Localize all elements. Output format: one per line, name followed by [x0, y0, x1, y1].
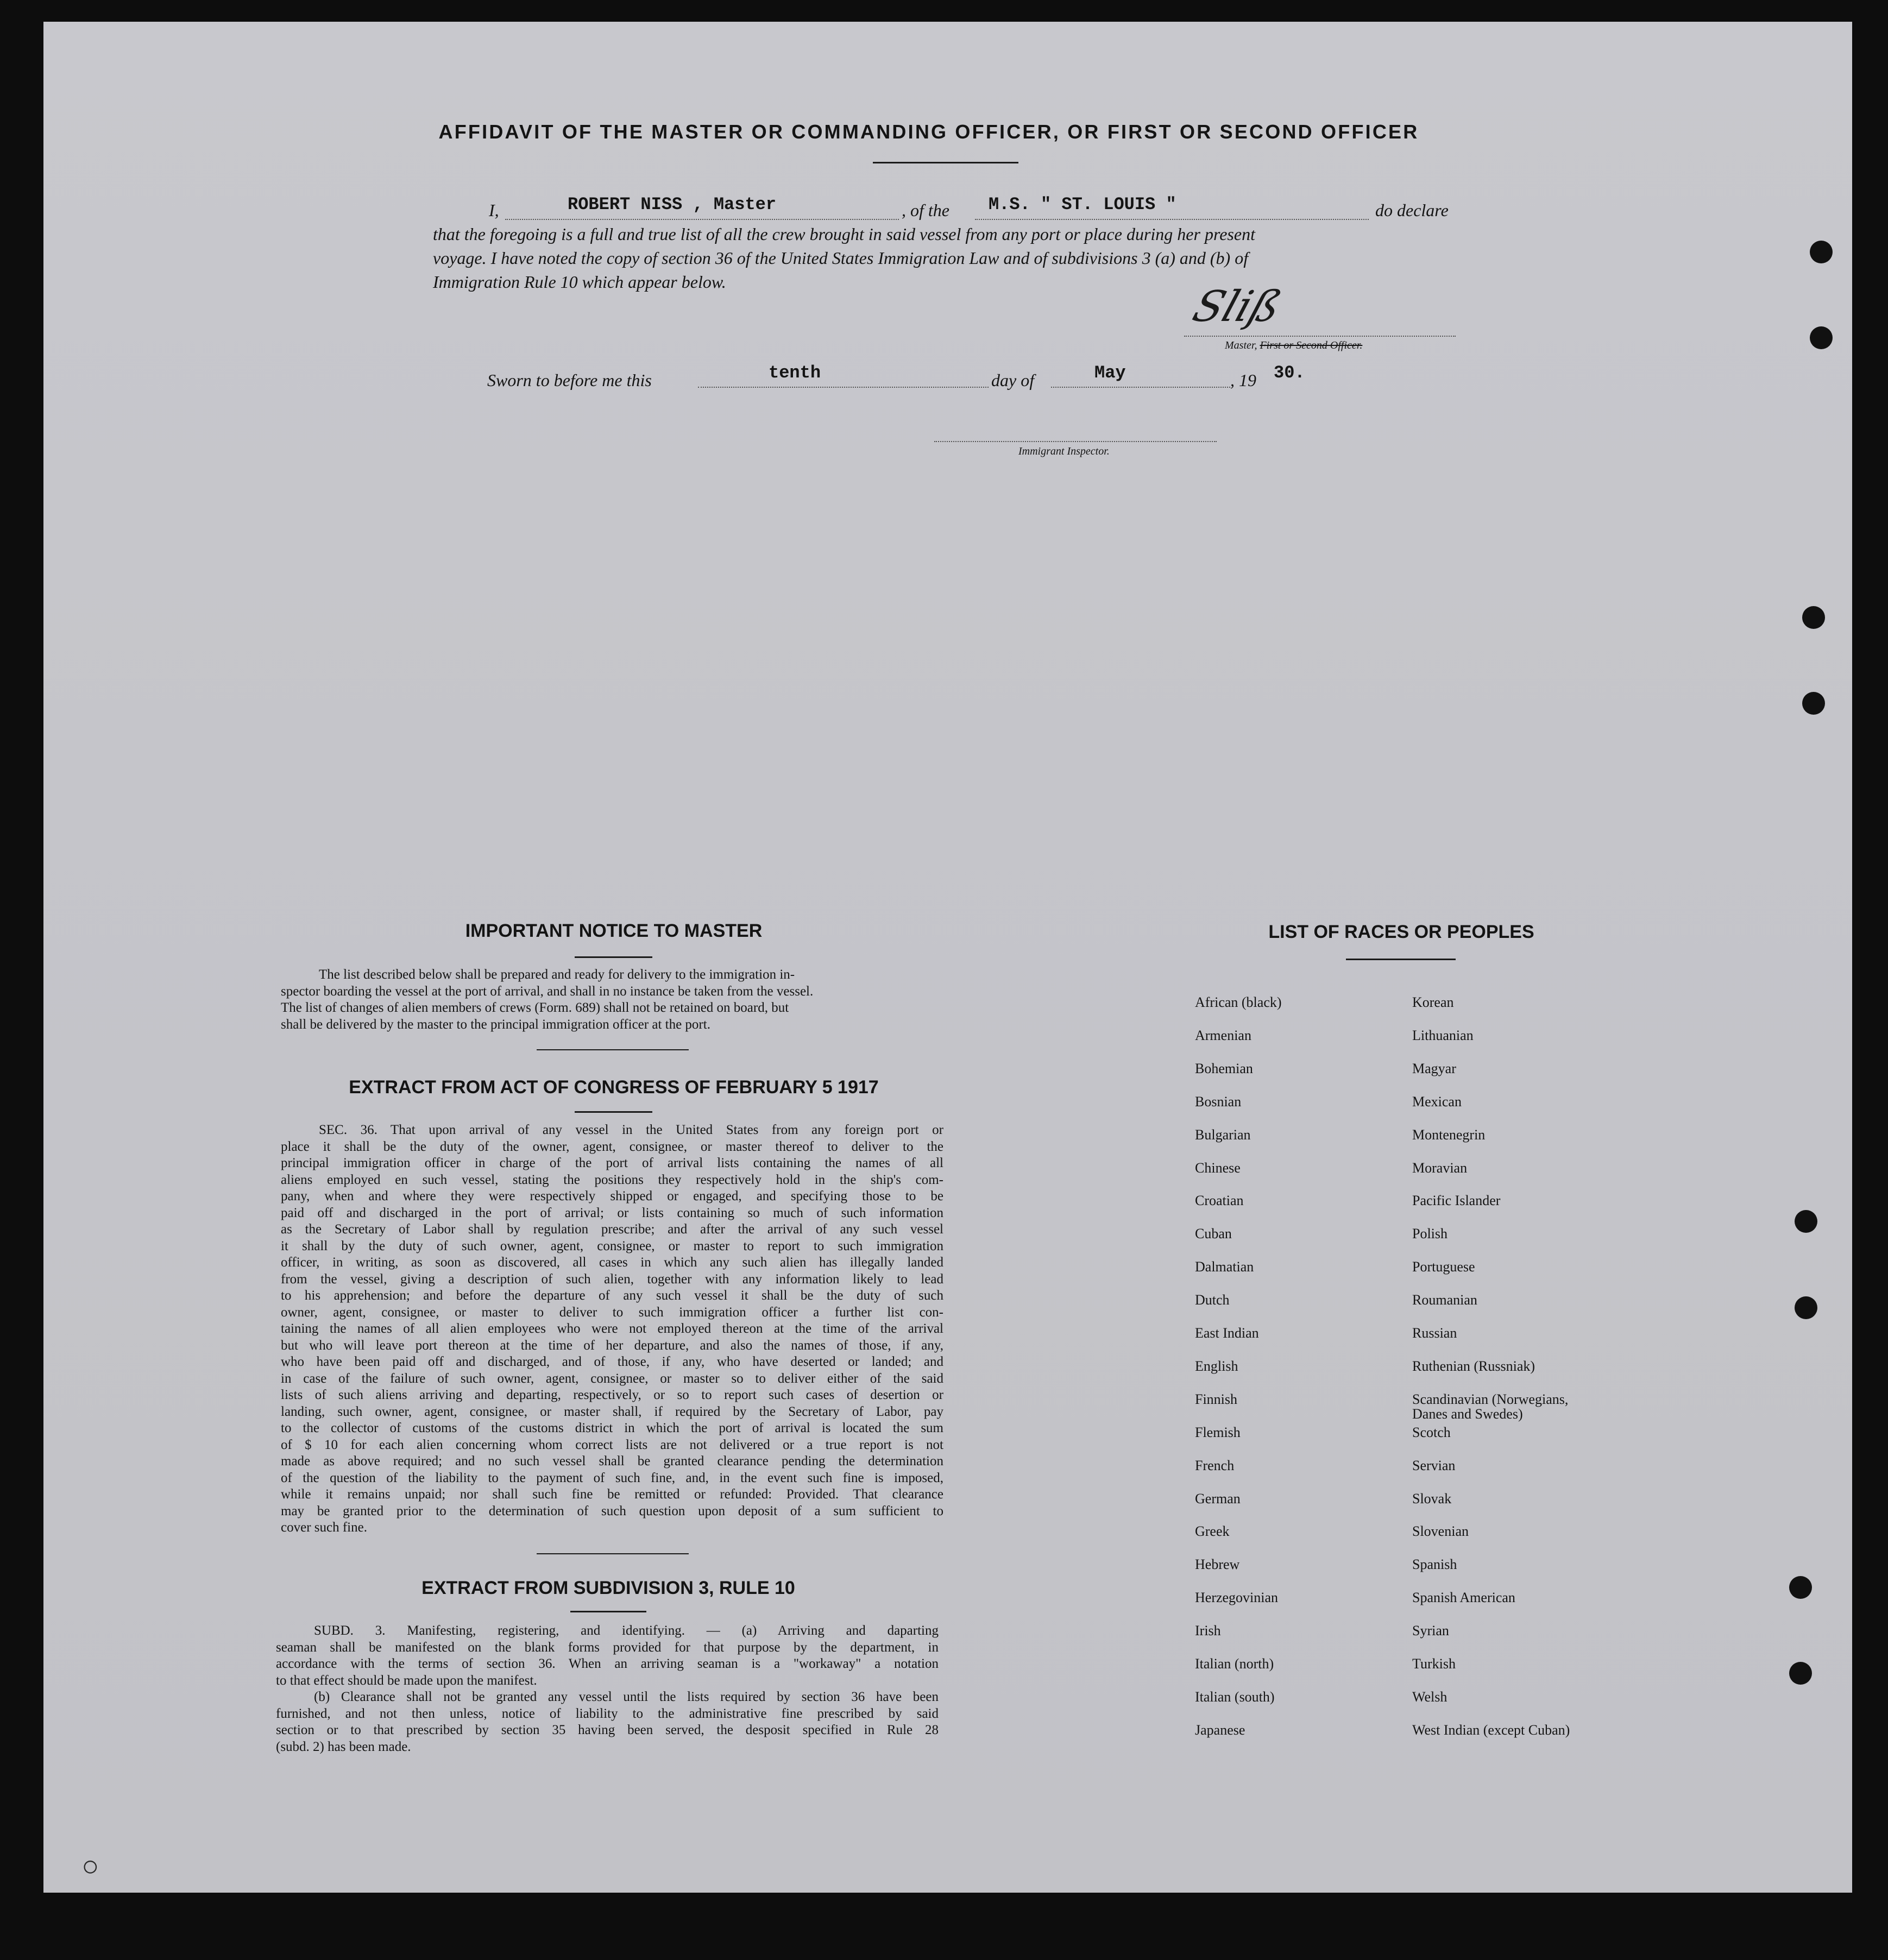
act-line: from the vessel, giving a description of such alien, together with any information likely to lead — [281, 1271, 943, 1287]
notice-line: spector boarding the vessel at the port of arrival, and shall in no instance be taken from the vessel. — [281, 984, 814, 999]
race-item: Scandinavian (Norwegians, Danes and Swedes) — [1412, 1391, 1569, 1422]
sworn-month-line — [1051, 387, 1230, 388]
notice-title: IMPORTANT NOTICE TO MASTER — [465, 921, 763, 941]
section-divider — [537, 1049, 689, 1050]
sworn-month: May — [1094, 363, 1126, 383]
notice-paragraph — [281, 967, 943, 1033]
race-item: Slovenian — [1412, 1523, 1469, 1540]
race-item: Korean — [1412, 994, 1454, 1010]
race-item: Armenian — [1195, 1027, 1251, 1043]
section-divider — [537, 1553, 689, 1554]
act-line: may be granted prior to the determination of such question upon deposit of a sum sufficient to — [281, 1503, 943, 1518]
act-title-rule — [575, 1111, 652, 1113]
vessel-name: M.S. " ST. LOUIS " — [989, 194, 1176, 215]
race-item: Irish — [1195, 1623, 1221, 1639]
race-item: Dalmatian — [1195, 1259, 1254, 1275]
race-item: Slovak — [1412, 1490, 1452, 1507]
rule-line: furnished, and not then unless, notice of liability to the administrative fine prescribed by said — [276, 1706, 939, 1721]
act-line: but who will leave port thereon at the time of her departure, and also the names of those, if any, — [281, 1338, 943, 1353]
master-name-line — [505, 219, 899, 220]
act-line: principal immigration officer in charge of the port of arrival lists containing the names of all — [281, 1156, 943, 1170]
signature-caption — [1225, 339, 1362, 352]
race-item: Turkish — [1412, 1656, 1456, 1672]
inspector-line — [934, 441, 1217, 442]
races-title: LIST OF RACES OR PEOPLES — [1268, 922, 1534, 942]
rule-line: SUBD. 3. Manifesting, registering, and identifying. — (a) Arriving and daparting — [314, 1623, 939, 1638]
act-line: owner, agent, consignee, or master to deliver to such immigration officer a further list con- — [281, 1304, 943, 1320]
act-line: it shall by the duty of such owner, agent, consignee, or master to report to such immigration — [281, 1238, 943, 1253]
punch-hole — [1789, 1576, 1812, 1599]
race-item: West Indian (except Cuban) — [1412, 1722, 1570, 1738]
master-signature: Sliß — [1187, 282, 1288, 331]
race-item: Roumanian — [1412, 1292, 1477, 1308]
race-item: English — [1195, 1358, 1238, 1374]
races-title-rule — [1346, 959, 1456, 960]
race-item: Servian — [1412, 1457, 1456, 1473]
act-paragraph — [281, 1122, 943, 1536]
race-item: Italian (north) — [1195, 1656, 1274, 1672]
affidavit-line-2: that the foregoing is a full and true list of all the crew brought in said vessel from any port or place during her present — [433, 224, 1255, 244]
race-item: Montenegrin — [1412, 1126, 1486, 1143]
race-item: Hebrew — [1195, 1556, 1240, 1573]
act-line: officer, in writing, as soon as discovered, all cases in which any such alien has illegally landed — [281, 1255, 943, 1270]
notice-line: The list described below shall be prepared and ready for delivery to the immigration in- — [319, 967, 795, 982]
act-line: SEC. 36. That upon arrival of any vessel in the United States from any foreign port or — [319, 1123, 943, 1137]
rule-line: (subd. 2) has been made. — [276, 1739, 411, 1754]
signature-line — [1184, 336, 1456, 337]
rule-line: (b) Clearance shall not be granted any vessel until the lists required by section 36 have been — [314, 1690, 939, 1704]
race-item: Herzegovinian — [1195, 1590, 1279, 1606]
rule-paragraph — [276, 1623, 939, 1755]
race-item: Japanese — [1195, 1722, 1245, 1738]
punch-hole — [1795, 1210, 1817, 1233]
act-line: of $ 10 for each alien concerning whom correct lists are not delivered or a true report is not — [281, 1437, 943, 1452]
race-item: Cuban — [1195, 1226, 1232, 1242]
notice-line: The list of changes of alien members of crews (Form. 689) shall not be retained on board, but — [281, 1000, 789, 1015]
rule-title-rule — [570, 1611, 646, 1612]
i-label: I, — [489, 200, 499, 220]
year-prefix: , 19 — [1230, 370, 1256, 390]
rule-line: accordance with the terms of section 36. When an arriving seaman is a "workaway" a notation — [276, 1656, 939, 1671]
race-item: Russian — [1412, 1325, 1457, 1341]
act-line: aliens employed en such vessel, stating the positions they respectively hold in the ship's com- — [281, 1172, 943, 1187]
act-line: while it remains unpaid; nor shall such fine be remitted or refunded: Provided. That clearance — [281, 1487, 943, 1502]
race-item: Portuguese — [1412, 1259, 1475, 1275]
race-item: French — [1195, 1457, 1235, 1473]
vessel-line — [975, 219, 1369, 220]
act-line: landing, such owner, agent, consignee, or master shall, if required by the Secretary of Labor, pay — [281, 1404, 943, 1419]
race-item: Magyar — [1412, 1060, 1456, 1076]
race-item: Croatian — [1195, 1193, 1244, 1209]
act-line: paid off and discharged in the port of arrival; or lists containing so much of such information — [281, 1205, 943, 1220]
race-item: Pacific Islander — [1412, 1193, 1501, 1209]
race-item: Greek — [1195, 1523, 1230, 1540]
race-item: Polish — [1412, 1226, 1448, 1242]
race-item: Moravian — [1412, 1159, 1468, 1176]
act-line: who have been paid off and discharged, and of those, if any, who have deserted or landed; and — [281, 1354, 943, 1369]
sworn-label: Sworn to before me this — [487, 370, 652, 390]
race-item: East Indian — [1195, 1325, 1259, 1341]
race-item: Spanish — [1412, 1556, 1457, 1573]
act-title: EXTRACT FROM ACT OF CONGRESS OF FEBRUARY 5 1917 — [349, 1077, 879, 1098]
act-line: in case of the failure of such owner, agent, consignee, or master so to deliver either of the said — [281, 1371, 943, 1386]
race-item: Finnish — [1195, 1391, 1238, 1407]
race-item: Flemish — [1195, 1424, 1241, 1440]
race-item: Bulgarian — [1195, 1126, 1251, 1143]
act-line: to his apprehension; and before the departure of any such vessel it shall be the duty of such — [281, 1288, 943, 1303]
rule-line: to that effect should be made upon the manifest. — [276, 1673, 537, 1688]
master-name: ROBERT NISS , Master — [568, 194, 777, 215]
sworn-day-line — [698, 387, 989, 388]
notice-line: shall be delivered by the master to the principal immigration officer at the port. — [281, 1017, 710, 1032]
race-item: Scotch — [1412, 1424, 1451, 1440]
punch-hole — [1810, 326, 1833, 349]
race-item: Spanish American — [1412, 1590, 1515, 1606]
affidavit-title: AFFIDAVIT OF THE MASTER OR COMMANDING OFFICER, OR FIRST OR SECOND OFFICER — [438, 121, 1419, 143]
caption-master: Master, — [1225, 339, 1257, 351]
act-line: lists of such aliens arriving and departing, respectively, or so to report such cases of desertion or — [281, 1388, 943, 1402]
title-underline — [873, 162, 1018, 163]
punch-hole — [1795, 1296, 1817, 1319]
act-line: pany, when and where they were respectively shipped or engaged, and specifying those to be — [281, 1189, 943, 1203]
punch-hole — [1810, 241, 1833, 263]
punch-hole — [1802, 606, 1825, 629]
race-item: Welsh — [1412, 1688, 1448, 1705]
race-item: Bosnian — [1195, 1093, 1242, 1110]
race-item: Ruthenian (Russniak) — [1412, 1358, 1535, 1374]
do-declare-label: do declare — [1375, 200, 1449, 220]
act-line: cover such fine. — [281, 1520, 367, 1535]
notice-title-rule — [575, 956, 652, 958]
race-item: Bohemian — [1195, 1060, 1253, 1076]
rule-line: seaman shall be manifested on the blank forms provided for that purpose by the department, in — [276, 1640, 939, 1655]
race-item: Mexican — [1412, 1093, 1462, 1110]
race-item: German — [1195, 1490, 1241, 1507]
race-item: Chinese — [1195, 1159, 1241, 1176]
sworn-day: tenth — [769, 363, 821, 383]
year-suffix: 30. — [1274, 363, 1305, 383]
day-of-label: day of — [991, 370, 1035, 390]
inspector-label: Immigrant Inspector. — [1018, 445, 1110, 457]
act-line: of the question of the liability to the payment of such fine, and, in the event such fine is imposed, — [281, 1470, 943, 1485]
act-line: as the Secretary of Labor shall by regulation prescribe; and after the arrival of any such vessel — [281, 1222, 943, 1237]
caption-first-second: First or Second Officer. — [1260, 339, 1363, 351]
rule-title: EXTRACT FROM SUBDIVISION 3, RULE 10 — [421, 1578, 795, 1598]
affidavit-line-3: voyage. I have noted the copy of section 36 of the United States Immigration Law and of subdivisions 3 (a) and (b) of — [433, 248, 1249, 268]
race-item: Lithuanian — [1412, 1027, 1474, 1043]
act-line: made as above required; and no such vessel shall be granted clearance pending the determination — [281, 1454, 943, 1469]
rule-line: section or to that prescribed by section 35 having been served, the desposit specified in Rule 28 — [276, 1723, 939, 1737]
punch-hole — [1802, 692, 1825, 715]
race-item: Italian (south) — [1195, 1688, 1275, 1705]
act-line: to the collector of customs of the customs district in which the port of arrival is located the sum — [281, 1421, 943, 1435]
race-item: African (black) — [1195, 994, 1282, 1010]
document-page — [43, 22, 1852, 1893]
race-item: Dutch — [1195, 1292, 1230, 1308]
act-line: place it shall be the duty of the owner, agent, consignee, or master thereof to deliver to the — [281, 1139, 943, 1154]
act-line: taining the names of all alien employees who were not employed thereon at the time of the arrival — [281, 1321, 943, 1336]
punch-hole — [1789, 1662, 1812, 1685]
corner-mark: ○ — [81, 1850, 99, 1882]
of-the-label: , of the — [902, 200, 949, 220]
affidavit-line-4: Immigration Rule 10 which appear below. — [433, 272, 726, 292]
race-item: Syrian — [1412, 1623, 1449, 1639]
